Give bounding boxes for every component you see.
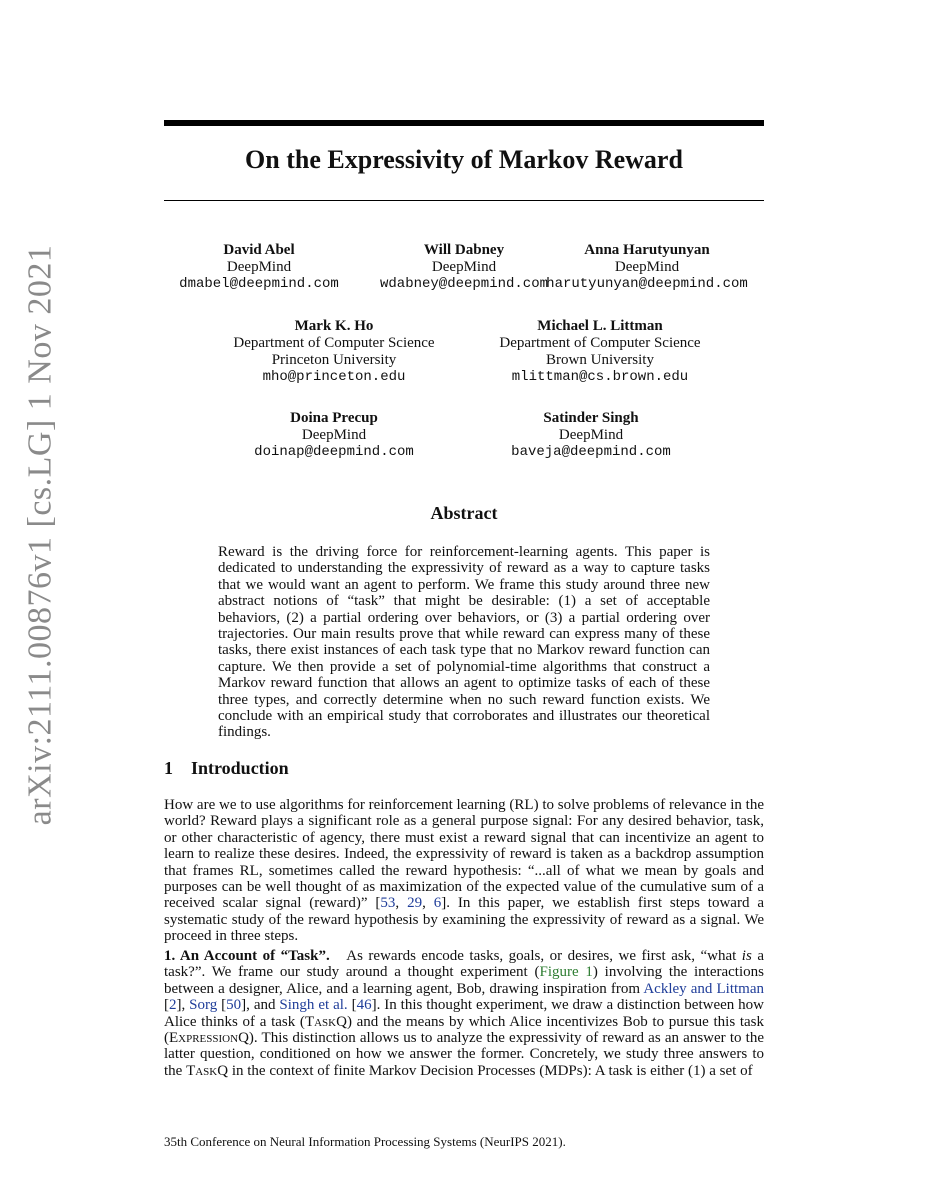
author-block [542,242,752,293]
author-affiliation: DeepMind [614,259,680,275]
citation-link[interactable]: 46 [356,997,372,1014]
citation-link[interactable]: 6 [433,895,442,912]
paragraph-text: As rewards encode tasks, goals, or desires, we first ask, “what [346,948,742,964]
bracket: [ [164,997,169,1014]
author-affiliation: Department of Computer Science [499,335,701,351]
paper-title: On the Expressivity of Markov Reward [245,145,683,174]
author-name: Will Dabney [423,242,505,258]
citation-link[interactable]: Ackley and Littman [643,980,764,997]
section-heading [164,758,289,779]
author-affiliation: DeepMind [301,427,367,443]
title-bottom-rule [164,200,764,201]
citation-link[interactable]: 53 [380,895,396,912]
taskq-term: TaskQ [304,1013,347,1030]
author-affiliation-2: Brown University [546,352,654,368]
conference-footnote: 35th Conference on Neural Information Processing Systems (NeurIPS 2021). [164,1134,566,1149]
author-affiliation-2: Princeton University [271,352,397,368]
expressionq-term: ExpressionQ [169,1030,249,1047]
intro-paragraph: How are we to use algorithms for reinforcement learning (RL) to solve problems of relevance in the world? Reward plays a significant role as a general purpose signal: For any desired behavior, task, or other characteristic of agency, there must exist a reward signal that can incentivize an agent to learn to realize these desires. Indeed, the expressivity of reward is taken as a backdrop assumption that frames RL, sometimes called the reward hypothesis: “...all of what we mean by goals and purposes can be well thought of as maximization of the expected value of the cumulative sum of a received scalar signal (reward)” [53, 29, 6]. In this paper, we establish first steps toward a systematic study of the reward hypothesis by examining the expressivity of reward as a signal. We proceed in three steps. [164,797,764,945]
author-email[interactable]: wdabney@deepmind.com [379,276,549,292]
paragraph-text: in the context of finite Markov Decision Processes (MDPs): A task is either (1) a set of [228,1062,753,1079]
author-email[interactable]: mho@princeton.edu [262,369,406,385]
author-block [214,318,454,386]
bracket: [ [347,997,357,1014]
author-name: David Abel [223,242,295,258]
paragraph-text: ) and the means by which Alice incentivizes Bob to pursue this task ( [164,1013,765,1047]
arxiv-stamp [4,244,76,826]
paragraph-text: ). This distinction allows us to analyze the expressivity of reward as an answer to the latter question, conditioned on how we answer the former. Concretely, we study three answers to the [164,1030,764,1079]
paragraph-text: a task?”. We frame our study around a thought experiment ( [164,948,764,981]
paragraph-text: ]. In this thought experiment, we draw a distinction between how Alice thinks of a task ( [164,997,765,1030]
paragraph-text: ]. In this paper, we establish first steps toward a systematic study of the reward hypothesis by examining the expressivity of reward as a signal. We proceed in three steps. [164,895,764,945]
arxiv-stamp-text: arXiv:2111.00876v1 [cs.LG] 1 Nov 2021 [21,244,58,826]
emphasis: is [741,948,752,964]
author-name: Doina Precup [290,410,378,426]
paragraph-text: How are we to use algorithms for reinforcement learning (RL) to solve problems of relevance in the world? Reward plays a significant role as a general purpose signal: For any desired behavior, task, or other characteristic of agency, there must exist a reward signal that can incentivize an agent to learn to realize these desires. Indeed, the expressivity of reward is taken as a backdrop assumption that frames RL, sometimes called the reward hypothesis: “...all of what we mean by goals and purposes can be well thought of as maximization of the expected value of the cumulative sum of a received scalar signal (reward)” [ [164,797,764,912]
taskq-term: TaskQ [186,1062,229,1079]
author-name: Mark K. Ho [294,318,374,334]
author-block [491,410,691,461]
figure-link[interactable]: Figure 1 [539,964,593,981]
author-affiliation: Department of Computer Science [233,335,435,351]
author-email[interactable]: doinap@deepmind.com [254,444,414,460]
bracket: [ [217,997,227,1014]
abstract-text: Reward is the driving force for reinforcement-learning agents. This paper is dedicated to understanding the expressivity of reward as a way to capture tasks that we would want an agent to perform. We frame this study around three new abstract notions of “task” that might be desirable: (1) a set of acceptable behaviors, (2) a partial ordering over behaviors, or (3) a partial ordering over trajectories. Our main results prove that while reward can express many of these tasks, there exist instances of each task type that no Markov reward function can capture. We then provide a set of polynomial-time algorithms that construct a Markov reward function that allows an agent to optimize tasks of each of these three types, and correctly determine when no such reward function exists. We conclude with an empirical study that corroborates and illustrates our theoretical findings. [218,544,710,741]
citation-link[interactable]: Singh et al. [279,997,348,1014]
citation-link[interactable]: 2 [169,997,177,1014]
author-name: Anna Harutyunyan [584,242,710,258]
paragraph-text: ) involving the interactions between a designer, Alice, and a learning agent, Bob, drawing inspiration from [164,964,764,997]
citation-link[interactable]: 50 [226,997,242,1014]
abstract-heading: Abstract [430,503,498,523]
paragraph-lead: 1. An Account of “Task”. [164,948,330,964]
author-name: Satinder Singh [543,410,639,426]
author-email[interactable]: harutyunyan@deepmind.com [546,276,748,292]
author-email[interactable]: dmabel@deepmind.com [179,276,339,292]
author-affiliation: DeepMind [558,427,624,443]
author-block [234,410,434,461]
bracket: ], [176,997,190,1014]
author-email[interactable]: baveja@deepmind.com [511,444,671,460]
citation-link[interactable]: Sorg [189,997,218,1014]
author-block [480,318,720,386]
author-block [164,242,354,293]
section-number: 1 [164,758,173,778]
author-affiliation: DeepMind [431,259,497,275]
bracket: ], and [241,997,280,1014]
task-paragraph [164,948,764,1079]
title-top-rule [164,120,764,126]
section-title: Introduction [191,758,289,778]
author-affiliation: DeepMind [226,259,292,275]
author-email[interactable]: mlittman@cs.brown.edu [511,369,689,385]
citation-link[interactable]: 29 [407,895,423,912]
author-name: Michael L. Littman [537,318,663,334]
